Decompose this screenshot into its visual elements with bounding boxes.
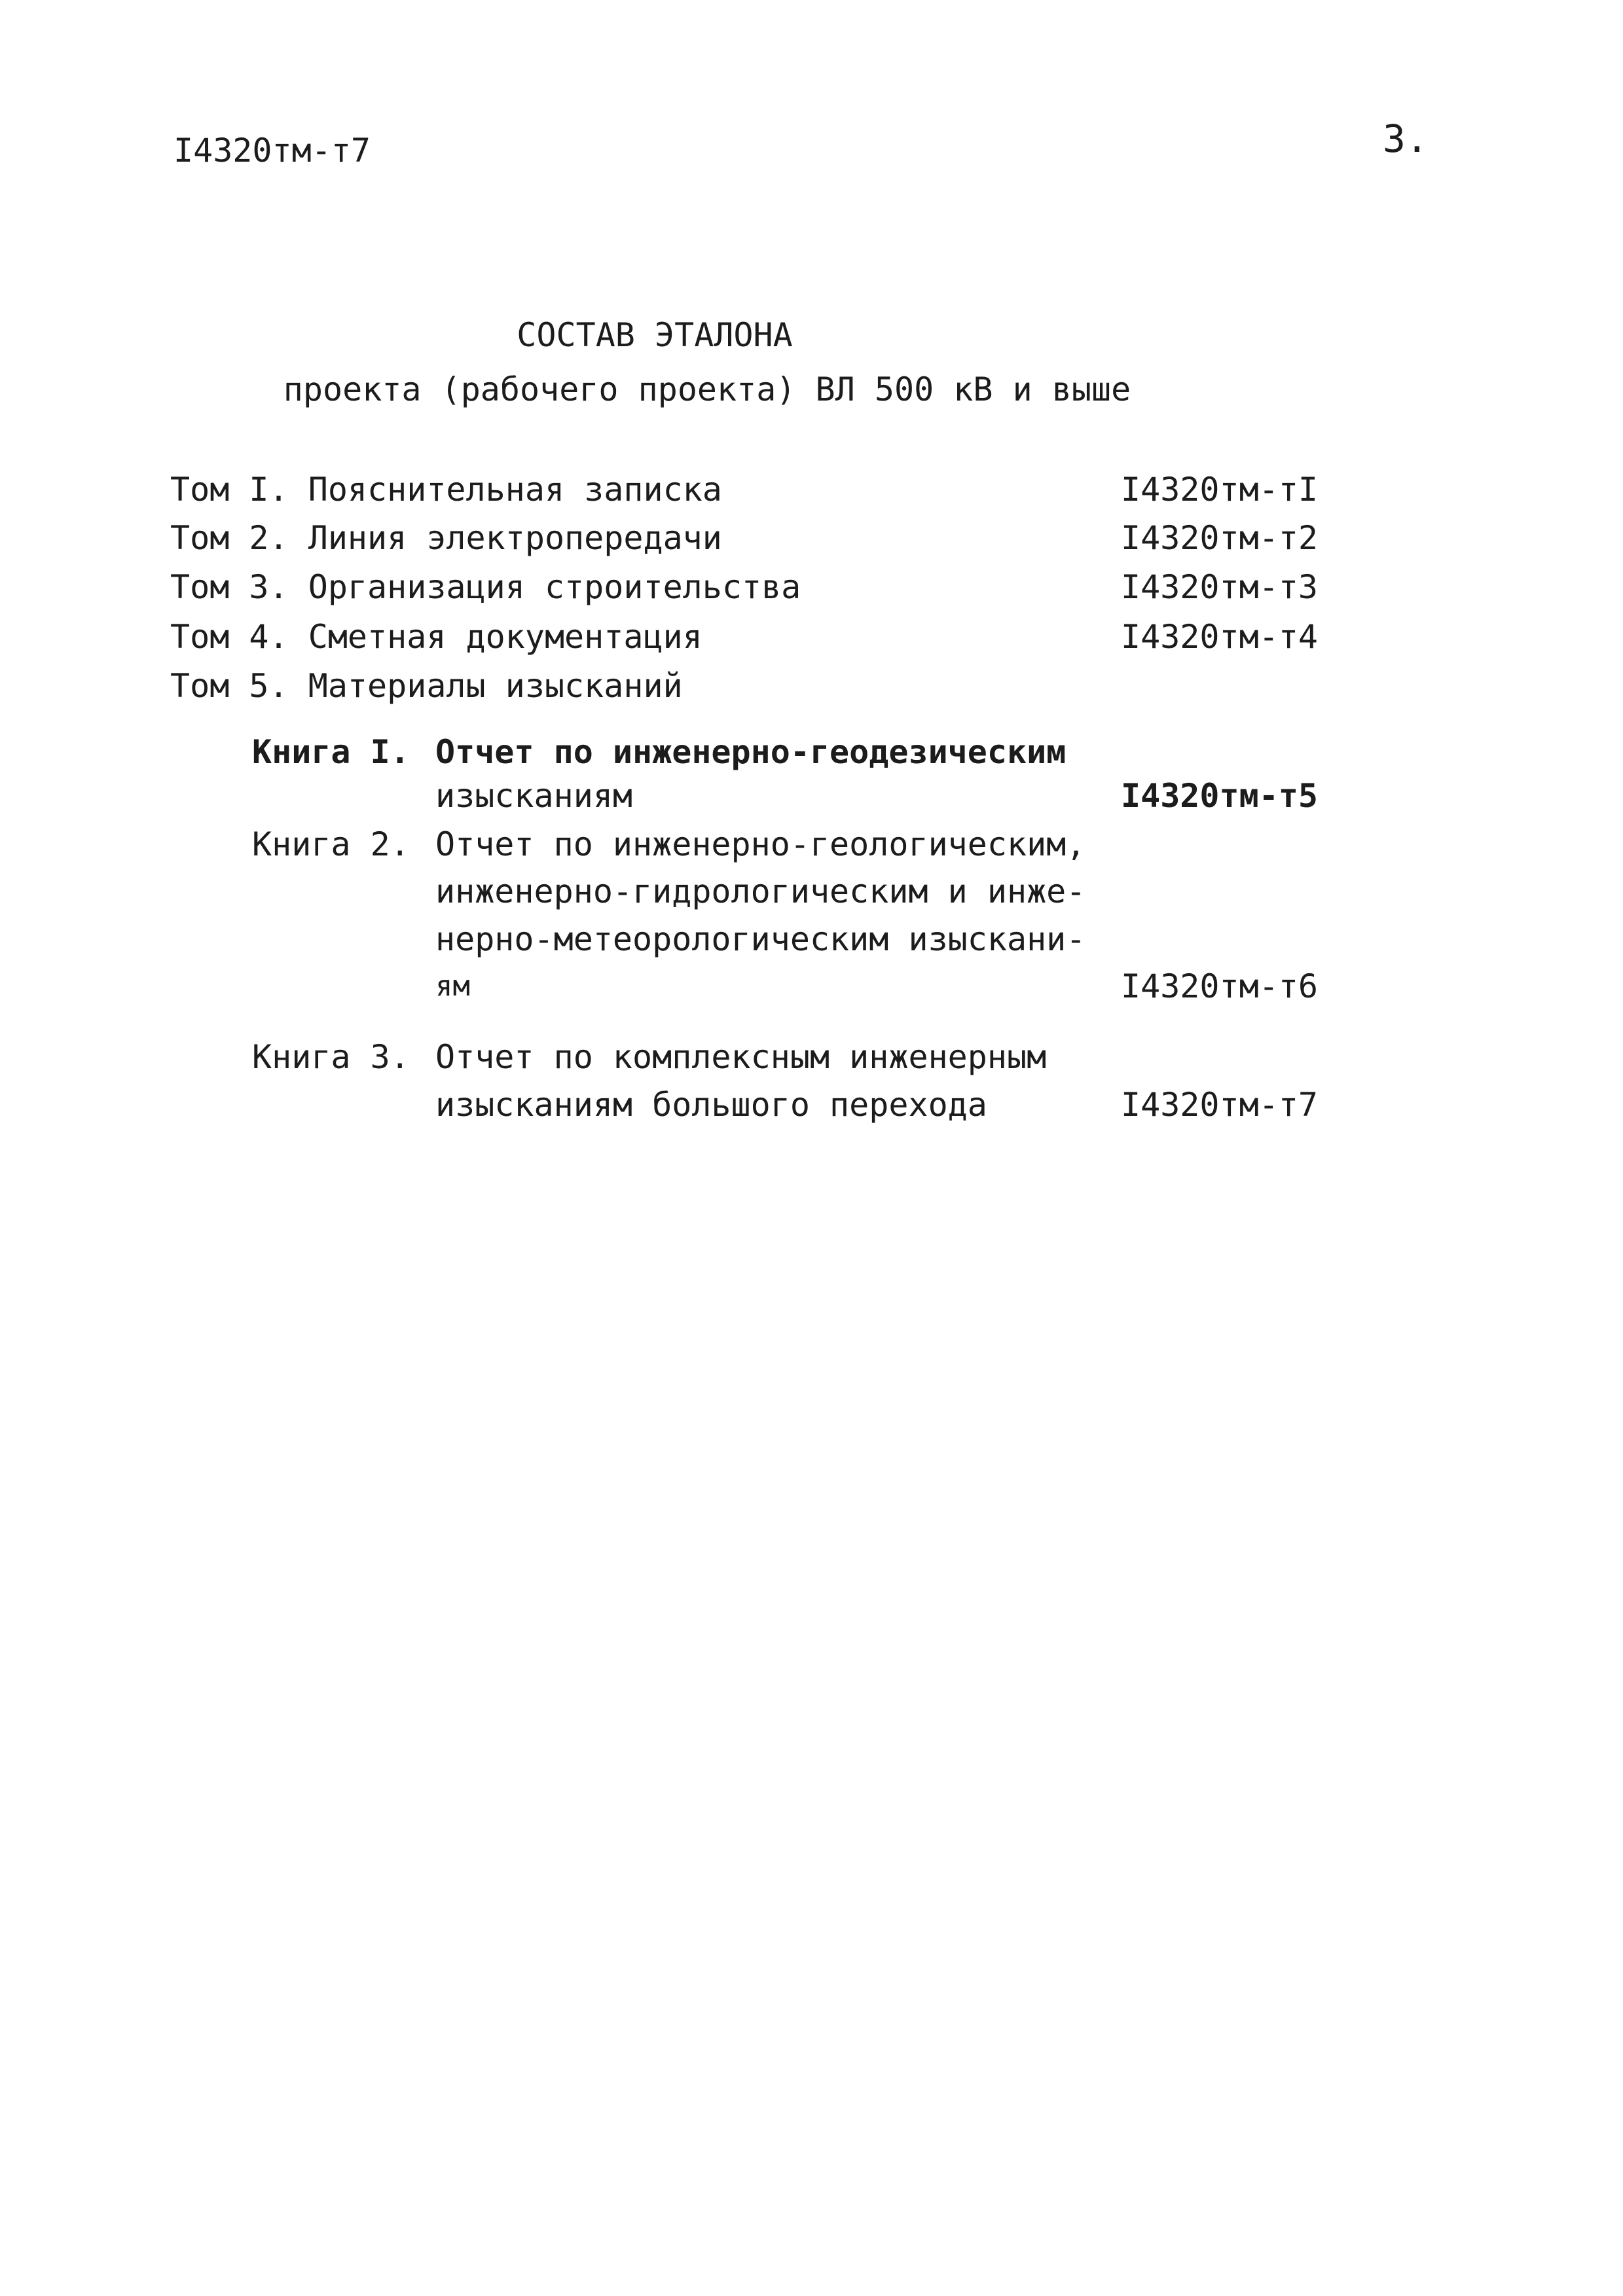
book-1-label: Книга I.	[252, 733, 410, 771]
volume-4-label: Том 4. Сметная документация	[170, 618, 702, 656]
document-code: I4320тм-т7	[173, 132, 371, 170]
book-3-label: Книга 3.	[252, 1038, 410, 1076]
book-1-line-2: изысканиям	[435, 777, 633, 815]
book-2-code: I4320тм-т6	[1121, 967, 1319, 1005]
page-number: 3.	[1383, 117, 1429, 161]
volume-1-code: I4320тм-тI	[1121, 471, 1319, 509]
document-subtitle: проекта (рабочего проекта) ВЛ 500 кВ и выше	[283, 370, 1131, 408]
volume-1-label: Том I. Пояснительная записка	[170, 471, 722, 509]
book-3-code: I4320тм-т7	[1121, 1086, 1319, 1124]
book-2-label: Книга 2.	[252, 825, 410, 863]
volume-2-code: I4320тм-т2	[1121, 519, 1319, 557]
book-3-line-2: изысканиям большого перехода	[435, 1086, 987, 1124]
book-1-code: I4320тм-т5	[1121, 777, 1319, 815]
volume-5-label: Том 5. Материалы изысканий	[170, 667, 683, 705]
volume-2-label: Том 2. Линия электропередачи	[170, 519, 722, 557]
book-2-line-3: нерно-метеорологическим изыскани-	[435, 920, 1086, 958]
book-2-line-4: ям	[435, 969, 470, 1003]
book-3-line-1: Отчет по комплексным инженерным	[435, 1038, 1047, 1076]
volume-3-code: I4320тм-т3	[1121, 568, 1319, 606]
volume-4-code: I4320тм-т4	[1121, 618, 1319, 656]
volume-3-label: Том 3. Организация строительства	[170, 568, 801, 606]
document-title: СОСТАВ ЭТАЛОНА	[517, 316, 793, 354]
book-1-line-1: Отчет по инженерно-геодезическим	[435, 733, 1067, 771]
book-2-line-2: инженерно-гидрологическим и инже-	[435, 872, 1086, 910]
book-2-line-1: Отчет по инженерно-геологическим,	[435, 825, 1086, 863]
